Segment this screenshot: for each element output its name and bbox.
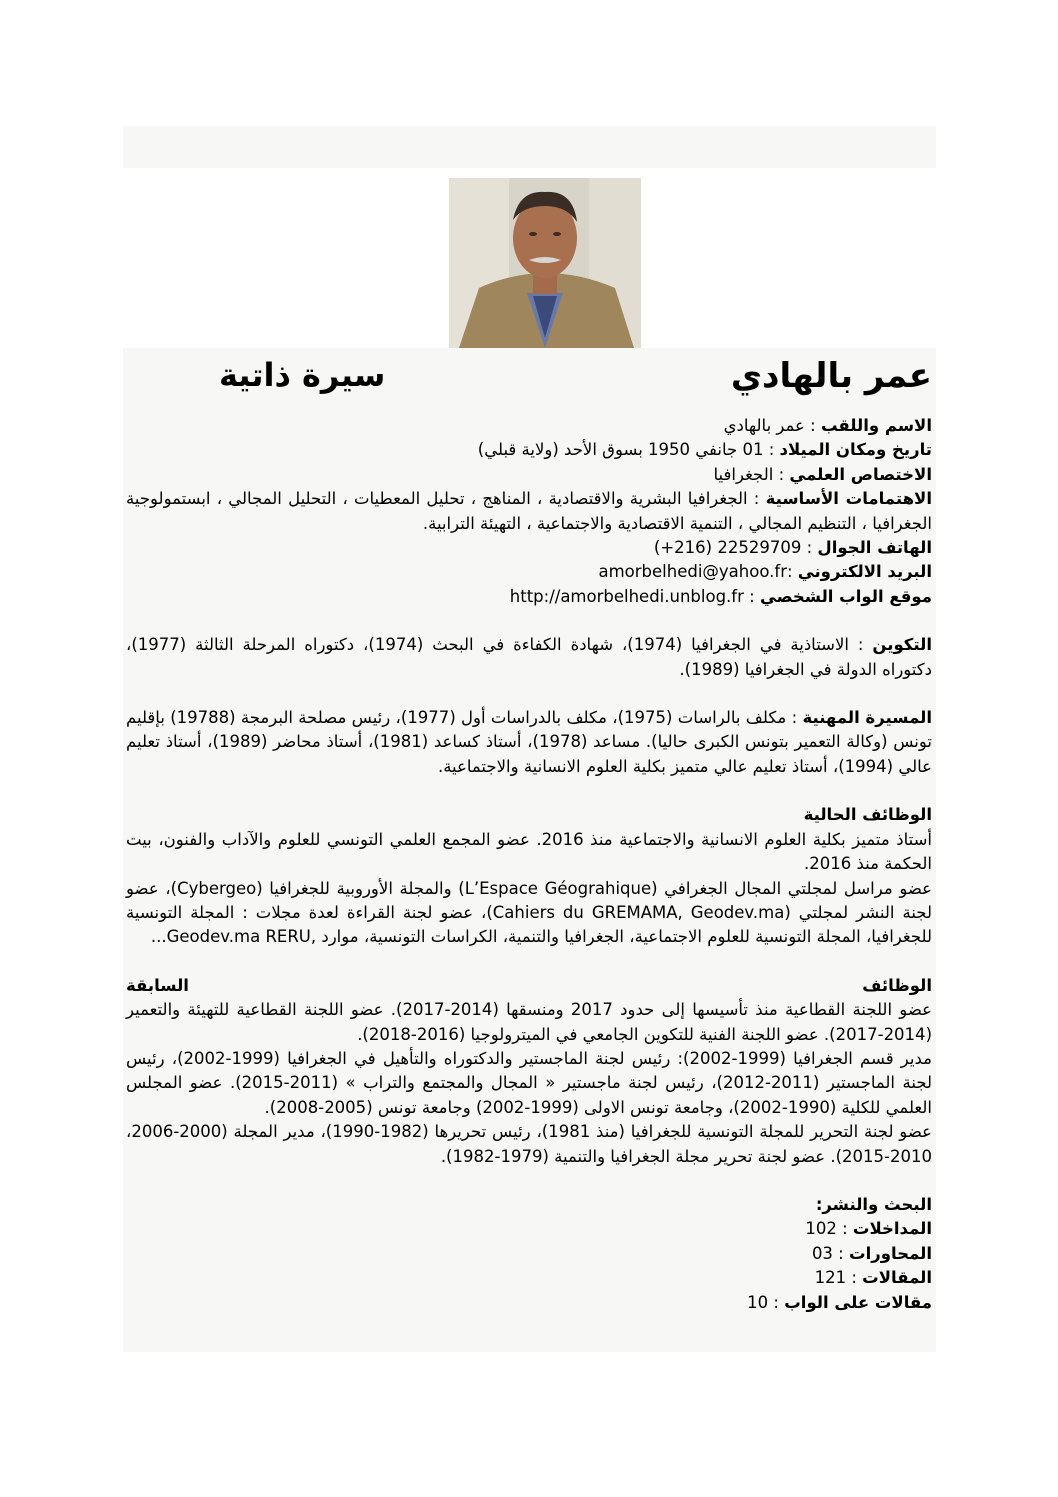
research-item-value: : 121: [814, 1268, 863, 1288]
email-value[interactable]: :amorbelhedi@yahoo.fr: [598, 562, 798, 582]
current-positions-heading: الوظائف الحالية: [803, 805, 932, 825]
interests-line: [126, 487, 932, 536]
birth-value: : 01 جانفي 1950 بسوق الأحد (ولاية قبلي): [477, 440, 780, 460]
phone-line: [126, 536, 932, 560]
current-positions-p2: عضو مراسل لمجلتي المجال الجغرافي (L’Espace Géograhique) والمجلة الأوروبية للجغرافيا (Cybergeo)، عضو لجنة النشر لمجلتي (Cahiers du GREMAMA, Geodev.ma)، عضو لجنة القراءة لعدة مجلات : المجلة التونسية للجغرافيا، المجلة التونسية للعلوم الاجتماعية، الجغرافيا والتنمية، الكراسات التونسية، موارد ,Geodev.ma RERU...: [126, 878, 933, 947]
previous-positions-p1: عضو اللجنة القطاعية منذ تأسيسها إلى حدود 2017 ومنسقها (2014-2017). عضو اللجنة القطاعية للتهيئة والتعمير (2014-2017). عضو اللجنة الفنية للتكوين الجامعي في الميترولوجيا (2016-2018).: [126, 1000, 932, 1044]
previous-heading-part1: الوظائف: [862, 975, 932, 995]
career-text: : مكلف بالراسات (1975)، مكلف بالدراسات أول (1977)، رئيس مصلحة البرمجة (19788) بإقليم تونس (وكالة التعمير بتونس الكبرى حاليا). مساعد (1978)، أستاذ كساعد (1981)، أستاذ محاضر (1989)، أستاذ تعليم عالي (1994)، أستاذ تعليم عالي متميز بكلية العلوم الانسانية والاجتماعية.: [126, 708, 932, 776]
research-item-value: : 10: [747, 1292, 785, 1312]
education-label: التكوين: [872, 635, 932, 655]
interests-value: : الجغرافيا البشرية والاقتصادية ، المناهج ، تحليل المعطيات ، التحليل المجالي ، ابستمولوجية الجغرافيا ، التنظيم المجالي ، التنمية الاقتصادية والاجتماعية ، التهيئة الترابية.: [126, 489, 932, 533]
name-value: : عمر بالهادي: [723, 416, 821, 435]
education-paragraph: [126, 633, 932, 682]
specialty-label: الاختصاص العلمي: [789, 464, 932, 484]
previous-positions-heading: [126, 974, 932, 998]
website-line: [126, 585, 932, 609]
previous-positions-p3: عضو لجنة التحرير للمجلة التونسية للجغرافيا (منذ 1981)، رئيس تحريرها (1982-1990)، مدير المجلة (2000-2006، 2010-2015). عضو لجنة تحرير مجلة الجغرافيا والتنمية (1979-1982).: [126, 1122, 932, 1166]
birth-line: [126, 438, 932, 462]
profile-photo: [449, 178, 641, 348]
current-positions-p1: أستاذ متميز بكلية العلوم الانسانية والاجتماعية منذ 2016. عضو المجمع العلمي التونسي للعلوم والآداب والفنون، بيت الحكمة منذ 2016.: [126, 829, 932, 874]
specialty-line: [126, 463, 932, 487]
education-text: : الاستاذية في الجغرافيا (1974)، شهادة الكفاءة في البحث (1974)، دكتوراه المرحلة الثالثة (1977)، دكتوراه الدولة في الجغرافيا (1989).: [126, 635, 932, 679]
specialty-value: : الجغرافيا: [713, 464, 790, 484]
portrait-image: [449, 178, 641, 348]
name-line: [126, 414, 932, 438]
research-item-value: : 102: [805, 1219, 853, 1239]
top-band: [123, 126, 936, 168]
research-item-label: المحاورات: [849, 1243, 932, 1263]
previous-positions-p2: مدير قسم الجغرافيا (1999-2002): رئيس لجنة الماجستير والدكتوراه والتأهيل في الجغرافيا (1999-2002)، رئيس لجنة الماجستير (2011-2012)، رئيس لجنة ماجستير « المجال والمجتمع والتراب » (2011-2015). عضو المجلس العلمي للكلية (1990-2002)، وجامعة تونس الاولى (1999-2002) وجامعة تونس (2005-2008).: [126, 1048, 933, 1117]
birth-label: تاريخ ومكان الميلاد: [779, 440, 932, 460]
previous-heading-part2: السابقة: [126, 975, 189, 995]
career-paragraph: [126, 706, 932, 779]
email-label: البريد الالكتروني: [797, 562, 932, 582]
phone-label: الهاتف الجوال: [817, 538, 932, 558]
research-item: [126, 1242, 932, 1266]
research-item-value: : 03: [811, 1243, 849, 1263]
phone-value: : 22529709 (216+): [653, 538, 818, 558]
research-heading: البحث والنشر:: [815, 1194, 932, 1214]
website-label: موقع الواب الشخصي: [759, 586, 932, 606]
person-name: عمر بالهادي: [730, 356, 932, 396]
career-label: المسيرة المهنية: [802, 708, 932, 728]
cv-content: [123, 348, 936, 1352]
research-item-label: مقالات على الواب: [784, 1292, 932, 1312]
cv-body: [126, 414, 932, 1315]
website-value[interactable]: : http://amorbelhedi.unblog.fr: [509, 586, 760, 606]
cv-title: سيرة ذاتية: [219, 356, 386, 394]
email-line: [126, 560, 932, 584]
interests-label: الاهتمامات الأساسية: [765, 489, 932, 509]
name-label: الاسم واللقب: [820, 416, 932, 435]
research-item-label: المداخلات: [852, 1219, 932, 1239]
research-item: [126, 1217, 932, 1241]
research-item-label: المقالات: [862, 1268, 932, 1288]
research-item: [126, 1266, 932, 1290]
research-item: [126, 1291, 932, 1315]
